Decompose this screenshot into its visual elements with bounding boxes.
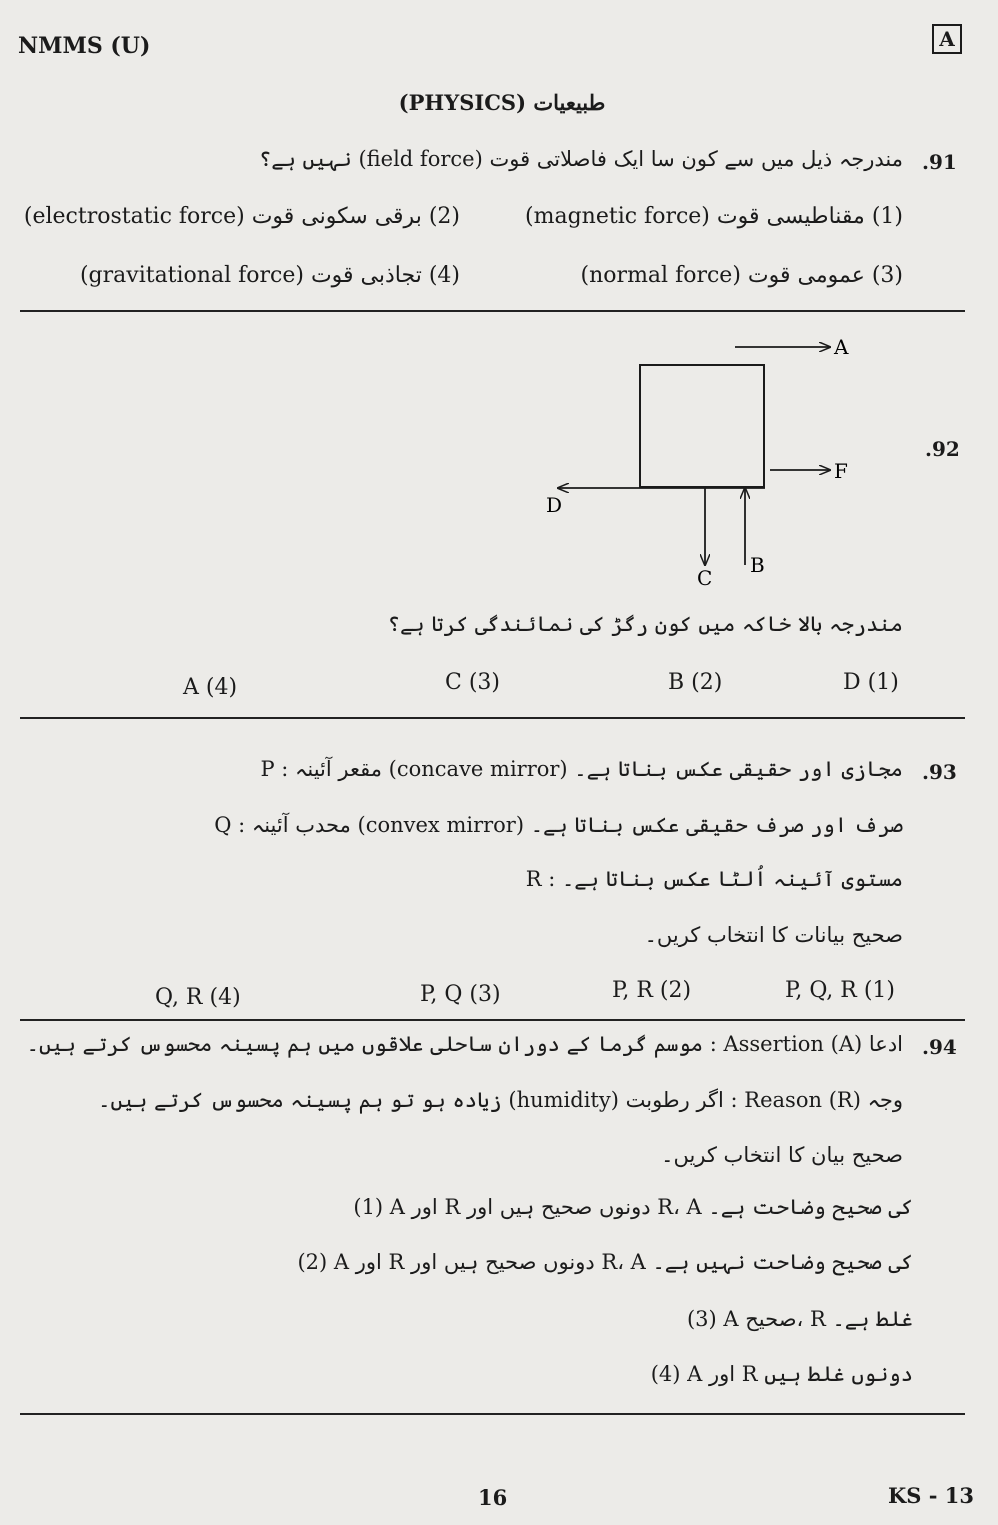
q94-assertion: ادعا (A) Assertion : موسم گرما کے دوران ساحلی علاقوں میں ہم پسینہ محسوس کرتے ہیں۔ — [26, 1032, 903, 1056]
label-f: F — [834, 459, 848, 483]
set-badge: A — [932, 24, 962, 54]
section-title: (PHYSICS) طبیعیات — [398, 90, 606, 115]
q93-option-4: Q, R (4) — [155, 985, 241, 1010]
q92-option-4: A (4) — [183, 675, 238, 700]
q92-option-1: D (1) — [843, 670, 899, 695]
q92-number: .92 — [925, 437, 960, 461]
q93-number: .93 — [922, 760, 957, 784]
divider — [20, 717, 965, 719]
divider — [20, 1019, 965, 1021]
q94-option-1: (1) A اور R دونوں صحیح ہیں اور R، A کی صحیح وضاحت ہے۔ — [353, 1195, 913, 1219]
label-b: B — [750, 553, 765, 577]
q94-instruction: صحیح بیان کا انتخاب کریں۔ — [661, 1143, 903, 1167]
q91-option-1: (1) مقناطیسی قوت (magnetic force) — [525, 204, 903, 229]
page-number: 16 — [478, 1485, 508, 1510]
exam-code: NMMS (U) — [18, 33, 151, 59]
q93-option-2: P, R (2) — [612, 978, 692, 1003]
divider — [20, 310, 965, 312]
divider — [20, 1413, 965, 1415]
q92-text: مندرجہ بالا خاکہ میں کون رگڑ کی نمائندگی کرتا ہے؟ — [387, 612, 903, 636]
q93-statement-q: Q : محدب آئینہ (convex mirror) صرف اور صرف حقیقی عکس بناتا ہے۔ — [214, 813, 903, 837]
q94-option-4: (4) A اور R دونوں غلط ہیں — [650, 1362, 913, 1386]
paper-code: KS - 13 — [888, 1483, 974, 1508]
q93-instruction: صحیح بیانات کا انتخاب کریں۔ — [644, 923, 903, 947]
label-a: A — [834, 335, 849, 359]
q91-option-2: (2) برقی سکونی قوت (electrostatic force) — [23, 204, 460, 229]
q93-option-3: P, Q (3) — [420, 982, 501, 1007]
q91-option-3: (3) عمومی قوت (normal force) — [580, 263, 903, 288]
q91-text: مندرجہ ذیل میں سے کون سا ایک فاصلاتی قوت (field force) نہیں ہے؟ — [258, 147, 903, 171]
q93-statement-r: R : مستوی آئینہ اُلٹا عکس بناتا ہے۔ — [525, 867, 903, 891]
q94-option-2: (2) A اور R دونوں صحیح ہیں اور R، A کی صحیح وضاحت نہیں ہے۔ — [297, 1250, 913, 1274]
force-diagram — [540, 330, 870, 590]
q91-option-4: (4) تجاذبی قوت (gravitational force) — [79, 263, 460, 288]
q92-option-3: C (3) — [445, 670, 500, 695]
q93-option-1: P, Q, R (1) — [785, 978, 895, 1003]
label-c: C — [697, 566, 713, 590]
q91-number: .91 — [922, 150, 957, 174]
block — [640, 365, 764, 487]
label-d: D — [546, 493, 563, 517]
q93-statement-p: P : مقعر آئینہ (concave mirror) مجازی اور حقیقی عکس بناتا ہے۔ — [260, 757, 903, 781]
q94-option-3: (3) A صحیح، R غلط ہے۔ — [686, 1307, 913, 1331]
q94-number: .94 — [922, 1035, 957, 1059]
q92-option-2: B (2) — [668, 670, 723, 695]
q94-reason: وجہ (R) Reason : اگر رطوبت (humidity) زیادہ ہو تو ہم پسینہ محسوس کرتے ہیں۔ — [98, 1088, 903, 1112]
